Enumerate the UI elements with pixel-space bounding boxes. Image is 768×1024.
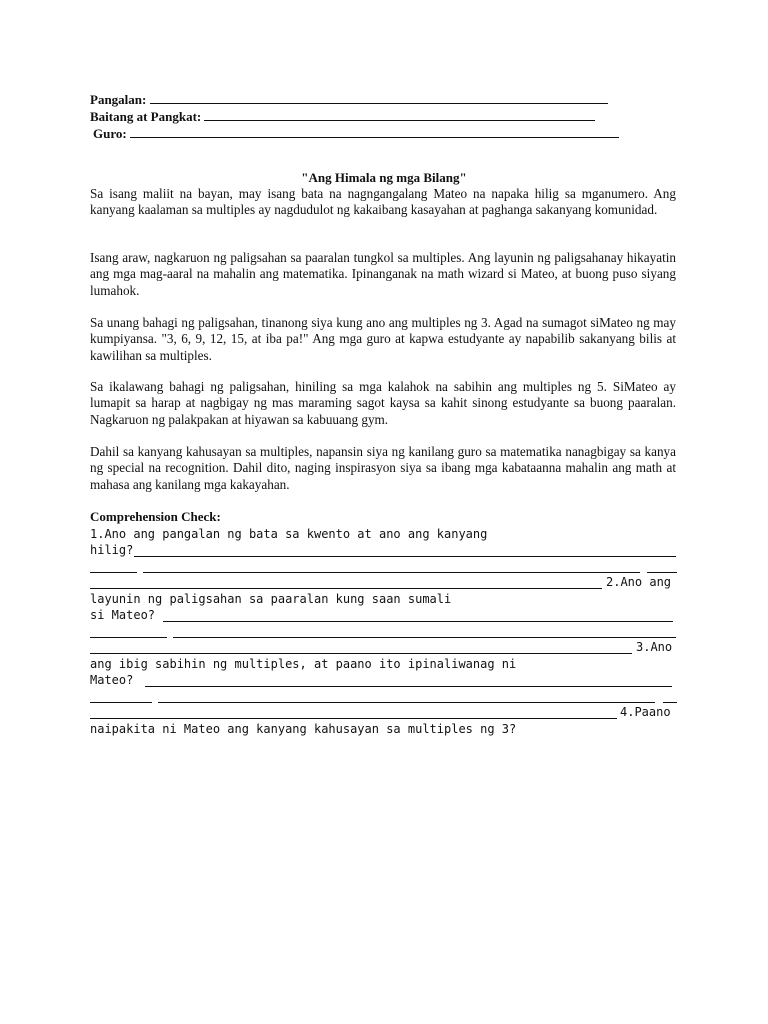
- grade-section-field: [90, 109, 595, 124]
- teacher-label: Guro:: [93, 126, 127, 141]
- question-2-text: layunin ng paligsahan sa paaralan kung saan sumali: [90, 592, 452, 606]
- answer-line-3a[interactable]: [145, 686, 672, 687]
- name-label: Pangalan:: [90, 92, 147, 107]
- grade-section-blank[interactable]: [204, 110, 595, 121]
- teacher-field: [93, 126, 619, 141]
- answer-line-1e[interactable]: [90, 588, 602, 589]
- answer-line-1c[interactable]: [143, 572, 640, 573]
- answer-line-1a[interactable]: [134, 556, 676, 557]
- question-3-number: 3.Ano: [636, 640, 673, 654]
- answer-line-3e[interactable]: [90, 718, 617, 719]
- grade-section-label: Baitang at Pangkat:: [90, 109, 202, 124]
- question-3-text: ang ibig sabihin ng multiples, at paano ito ipinaliwanag ni: [90, 657, 517, 671]
- story-paragraph-3: Sa unang bahagi ng paligsahan, tinanong siya kung ano ang multiples ng 3. Agad na sumagot siMateo ng may kumpiyansa. "3, 6, 9, 12, 15, at iba pa!" Ang mga guro at kapwa estudyante ay napabilib sakanyang bilis at kawilihan sa multiples.: [90, 315, 676, 363]
- answer-line-2a[interactable]: [163, 621, 673, 622]
- teacher-blank[interactable]: [130, 127, 619, 138]
- story-title: "Ang Himala ng mga Bilang": [301, 170, 467, 185]
- answer-line-1d[interactable]: [647, 572, 677, 573]
- comprehension-heading: Comprehension Check:: [90, 509, 221, 524]
- question-4-number: 4.Paano: [620, 705, 671, 719]
- story-paragraph-1: Sa isang maliit na bayan, may isang bata na nagngangalang Mateo na napaka hilig sa mganumero. Ang kanyang kaalaman sa multiples ay nagdudulot ng kakaibang kasayahan at paghanga sakanyang komunidad.: [90, 186, 676, 218]
- answer-line-2b[interactable]: [90, 637, 167, 638]
- answer-line-3b[interactable]: [90, 702, 152, 703]
- name-field: [90, 92, 608, 107]
- question-2-number: 2.Ano ang: [606, 575, 672, 589]
- answer-line-3d[interactable]: [663, 702, 677, 703]
- answer-line-2c[interactable]: [173, 637, 676, 638]
- question-1-text-cont: hilig?: [90, 543, 134, 557]
- story-paragraph-2: Isang araw, nagkaruon ng paligsahan sa paaralan tungkol sa multiples. Ang layunin ng paligsahanay hikayatin ang mga mag-aaral na mahalin ang matematika. Ipinanganak na math wizard si Mateo, at buong puso siyang lumahok.: [90, 250, 676, 298]
- story-paragraph-4: Sa ikalawang bahagi ng paligsahan, hiniling sa mga kalahok na sabihin ang multiples ng 5. SiMateo ay lumapit sa harap at nagbigay ng mas maraming sagot kaysa sa kahit sinong estudyante sa buong paaralan. Nagkaruon ng palakpakan at hiyawan sa kabuuang gym.: [90, 379, 676, 427]
- question-3-text-cont: Mateo?: [90, 673, 134, 687]
- question-4-text: naipakita ni Mateo ang kanyang kahusayan sa multiples ng 3?: [90, 722, 517, 736]
- question-1-text: 1.Ano ang pangalan ng bata sa kwento at ano ang kanyang: [90, 527, 488, 541]
- story-paragraph-5: Dahil sa kanyang kahusayan sa multiples, napansin siya ng kanilang guro sa matematika nanagbigay sa kanya ng special na recognition. Dahil dito, naging inspirasyon siya sa ibang mga kabataanna mahalin ang math at mahasa ang kanilang mga kakayahan.: [90, 444, 676, 492]
- answer-line-1b[interactable]: [90, 572, 137, 573]
- question-2-text-cont: si Mateo?: [90, 608, 156, 622]
- answer-line-3c[interactable]: [158, 702, 655, 703]
- name-blank[interactable]: [150, 93, 608, 104]
- answer-line-2d[interactable]: [90, 653, 632, 654]
